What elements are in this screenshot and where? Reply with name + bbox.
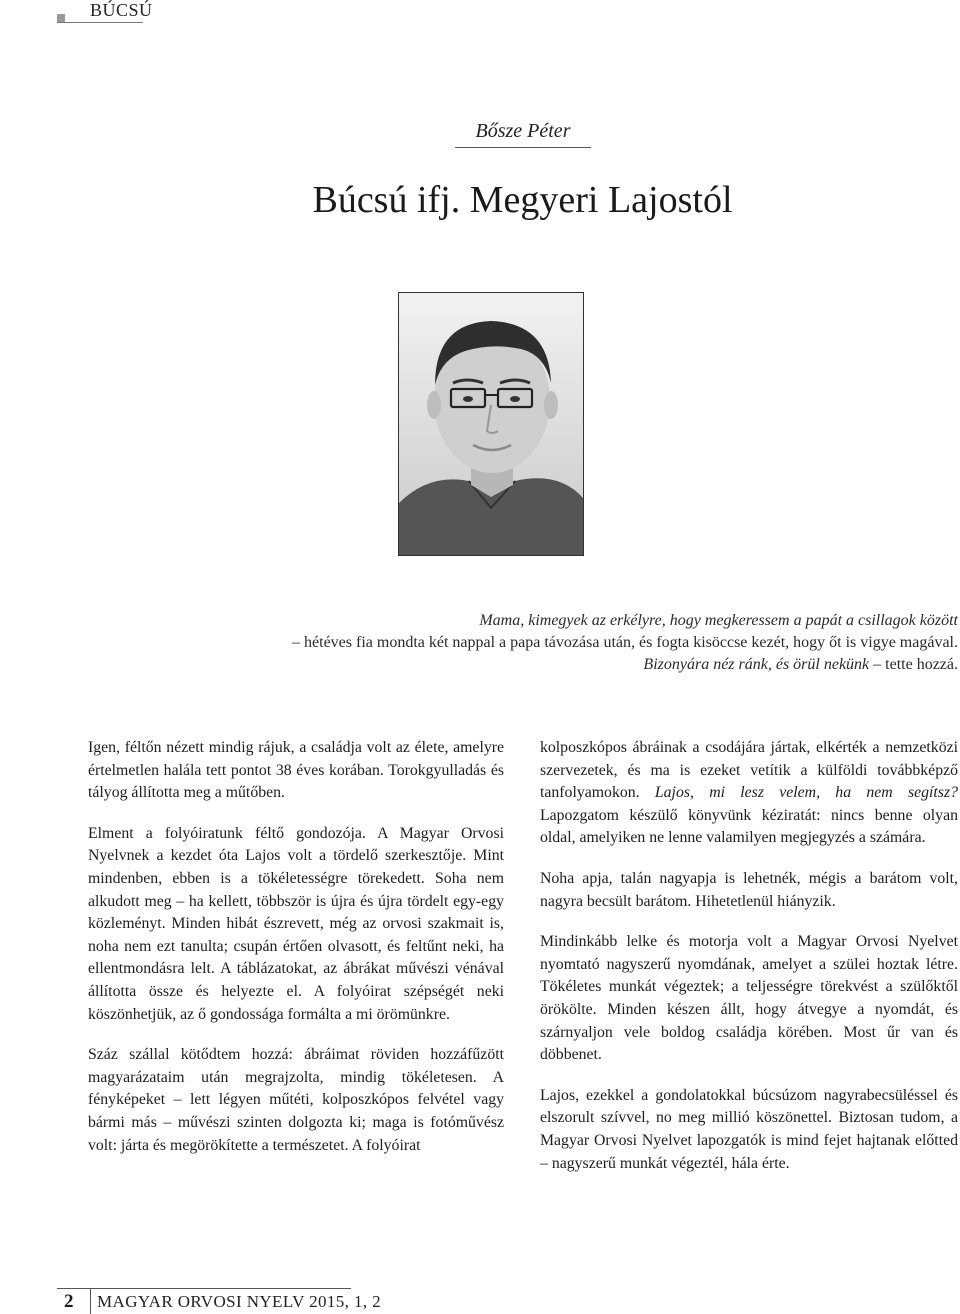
journal-citation: MAGYAR ORVOSI NYELV 2015, 1, 2 xyxy=(97,1292,382,1311)
paragraph-quote: Lajos, mi lesz velem, ha nem segítsz? xyxy=(654,784,958,802)
author-name: Bősze Péter xyxy=(475,120,571,142)
paragraph: Igen, féltőn nézett mindig rájuk, a családja volt az élete, amelyre értelmetlen halála tett pontot 38 éves korában. Torokgyulladás és tályog állította meg a műtőben. xyxy=(88,739,504,802)
right-column xyxy=(540,737,958,1193)
paragraph: Noha apja, talán nagyapja is lehetnék, mégis a barátom volt, nagyra becsült barátom. Hihetetlenül hiányzik. xyxy=(540,869,958,910)
section-bullet-icon xyxy=(57,14,65,22)
page-number: 2 xyxy=(64,1291,74,1312)
paragraph: Száz szállal kötődtem hozzá: ábráimat röviden hozzáfűzött magyarázataim után megrajzolta, mindig tökéletesen. A fényképeket – lett légyen műtéti, kolposzkópos felvétel vagy bármi más – művészi szinten dolgozta ki; maga is fotóművész volt: járta és megörökítette a természetet. A folyóirat xyxy=(88,1046,504,1154)
epigraph-line-3 xyxy=(158,654,958,676)
epigraph-line-2: – hétéves fia mondta két nappal a papa távozása után, és fogta kisöccse kezét, hogy őt is vigye magával. xyxy=(292,634,958,651)
epigraph-quote: Bizonyára néz ránk, és örül nekünk xyxy=(643,656,870,673)
article-title: Búcsú ifj. Megyeri Lajostól xyxy=(312,179,733,221)
paragraph: Elment a folyóiratunk féltő gondozója. A Magyar Orvosi Nyelvnek a kezdet óta Lajos volt a tördelő szerkesztője. Mint mindenben, ebben is a tökéletességre törekedett. Soha nem alkudott meg – ha kellett, többször is újra és újra tördelt egy-egy közleményt. Minden hibát észrevett, még az orvosi szakmait is, noha nem ezt tanulta; csupán értően olvasott, és feltűnt neki, ha ellentmondásra lelt. A táblázatokat, az ábrákat művészi vénával állította össze és helyezte el. A folyóirat szépségét neki köszönhetjük, az ő gondossága formálta a mi örömünkre. xyxy=(88,824,504,1023)
paragraph: Lajos, ezekkel a gondolatokkal búcsúzom nagyrabecsüléssel és elszorult szívvel, no meg millió köszönettel. Biztosan tudom, a Magyar Orvosi Nyelvet lapozgatók is mind fejet hajtanak előtted – nagyszerű munkát végeztél, hála érte. xyxy=(540,1086,958,1172)
left-column xyxy=(88,737,504,1175)
header-rule xyxy=(57,22,143,23)
paragraph xyxy=(540,737,958,850)
paragraph: Mindinkább lelke és motorja volt a Magyar Orvosi Nyelvet nyomtató nagyszerű nyomdának, amelyet a szülei hoztak létre. Tökéletes munkát végeztek; a teljességre törekvést a szülőktől örökölte. Minden készen állt, hogy átvegye a nyomdát, és szárnyaljon vele boldog családja körében. Most űr van és döbbenet. xyxy=(540,933,958,1064)
paragraph-text: kolposzkópos ábráinak a csodájára jártak, elkérték a nemzetközi szervezetek, és ma is ezeket vetítik a külföldi továbbképző tanfolyamokon. xyxy=(540,739,958,802)
footer-divider xyxy=(90,1288,91,1314)
epigraph-line-1: Mama, kimegyek az erkélyre, hogy megkeressem a papát a csillagok között xyxy=(479,612,958,629)
author-rule xyxy=(455,147,591,148)
section-label: BÚCSÚ xyxy=(90,0,153,20)
paragraph-text: Lapozgatom készülő könyvünk kéziratát: nincs benne olyan oldal, amelyiken ne lenne valamilyen megjegyzés a számára. xyxy=(540,806,958,847)
epigraph-attribution: – tette hozzá. xyxy=(869,656,958,673)
footer-rule xyxy=(57,1288,351,1289)
portrait-photo xyxy=(398,292,584,556)
epigraph xyxy=(158,610,958,676)
portrait-illustration xyxy=(399,293,583,555)
